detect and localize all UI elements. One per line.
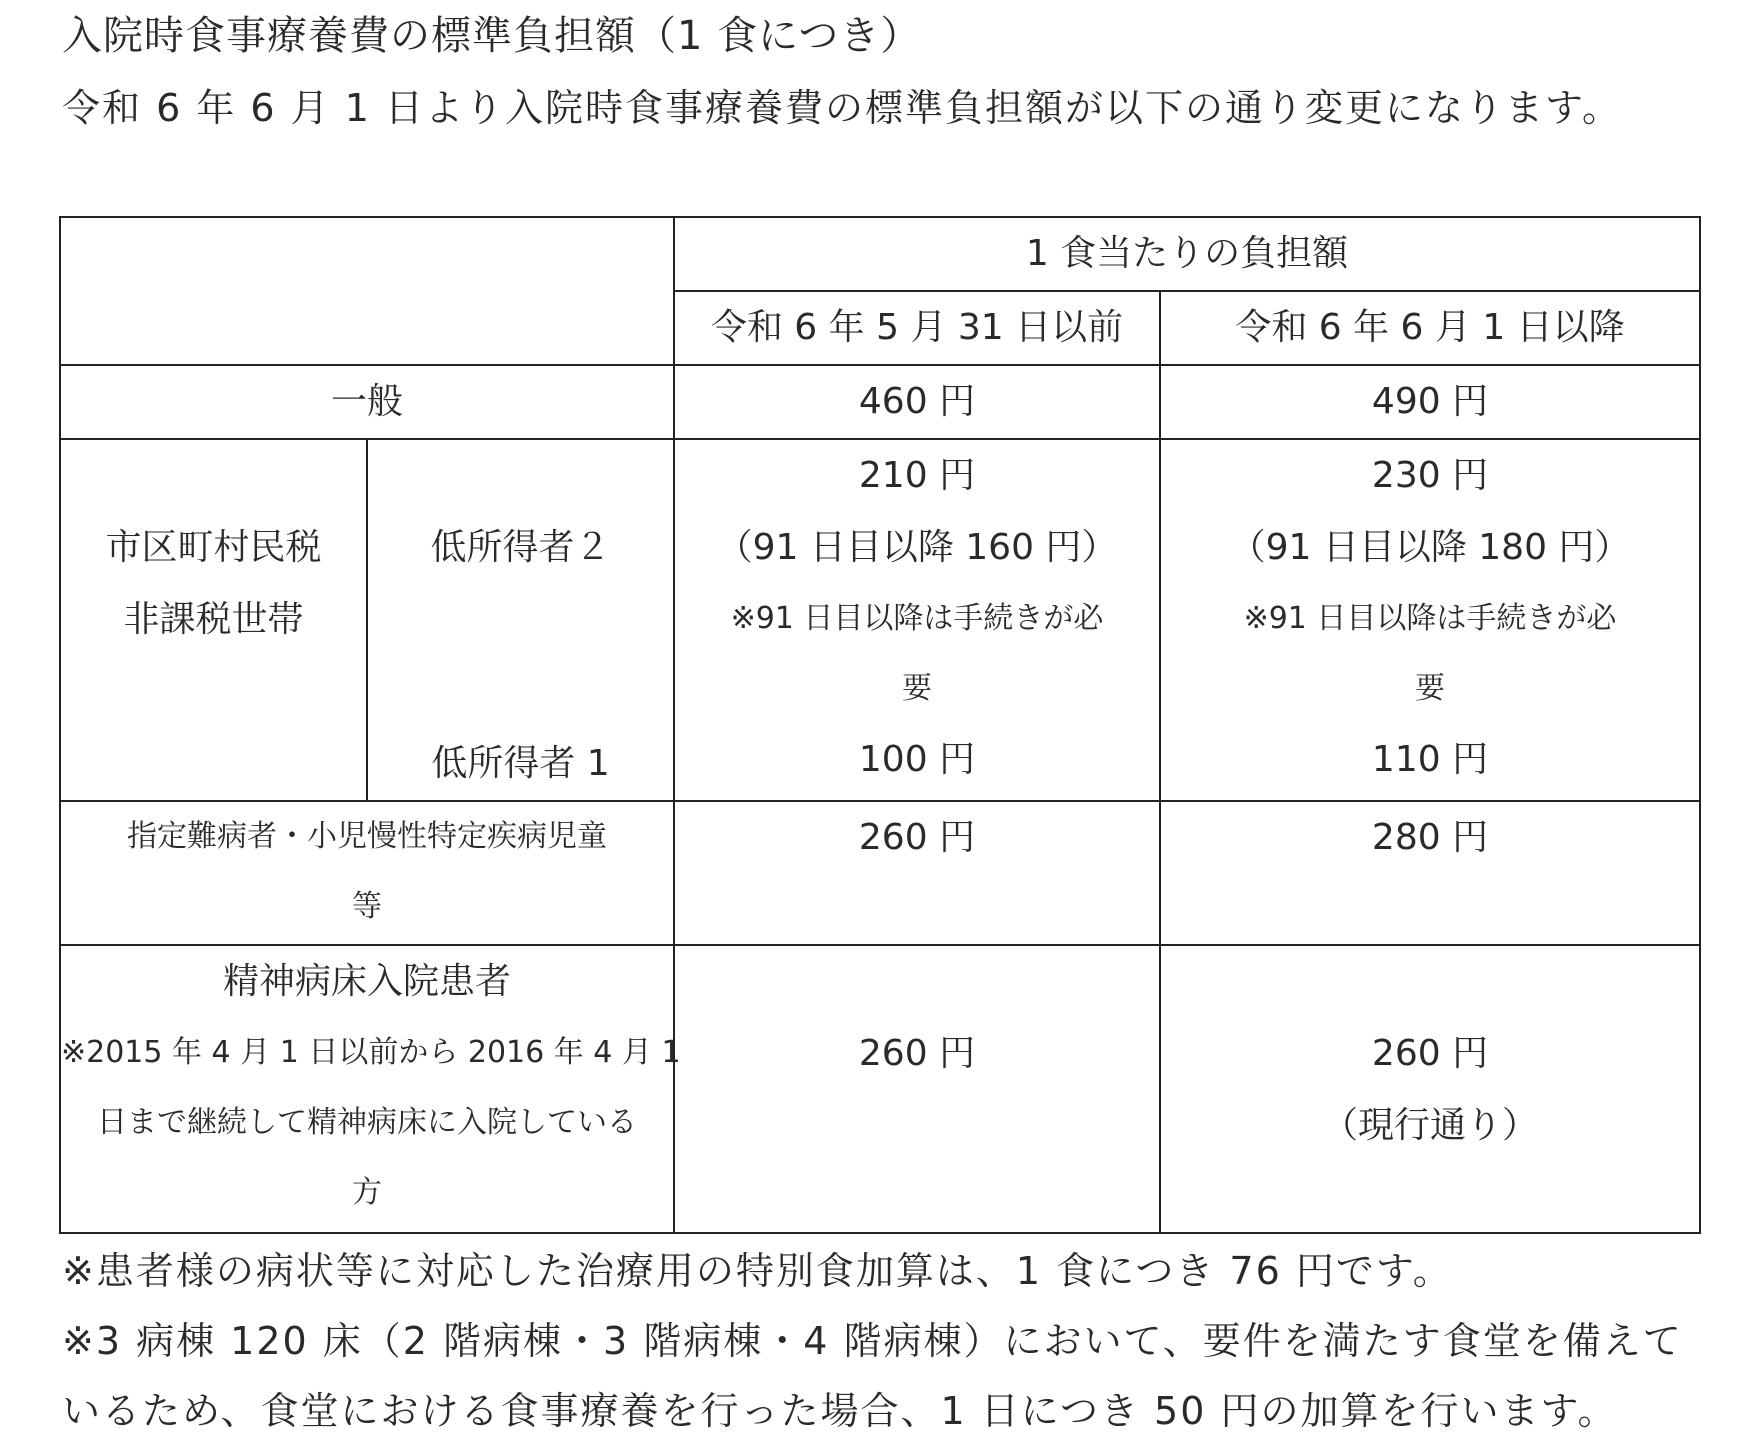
table-row-general bbox=[60, 365, 1700, 439]
psychiatric-label-cell bbox=[60, 945, 681, 1233]
intractable-label-cell bbox=[60, 801, 674, 945]
low2-after-note-line2: 要 bbox=[1415, 671, 1445, 706]
footnote-dining-line1: ※3 病棟 120 床（2 階病棟・3 階病棟・4 階病棟）において、要件を満たす食堂を備えて bbox=[62, 1319, 1683, 1363]
low-income-1-label: 低所得者 1 bbox=[431, 743, 610, 784]
page-title: 入院時食事療養費の標準負担額（1 食につき） bbox=[62, 13, 922, 59]
psychiatric-after-sub: （現行通り） bbox=[1322, 1105, 1539, 1146]
nontaxable-after-cell bbox=[1160, 439, 1700, 801]
header-empty-cell bbox=[60, 217, 674, 365]
low-income-2-label: 低所得者２ bbox=[430, 527, 611, 568]
psychiatric-note-line3: 方 bbox=[352, 1175, 382, 1210]
psychiatric-label: 精神病床入院患者 bbox=[222, 961, 511, 1002]
psychiatric-before-value: 260 円 bbox=[858, 1033, 976, 1074]
income-level-spacer-mid1 bbox=[368, 584, 673, 656]
low1-after-value: 110 円 bbox=[1371, 739, 1489, 780]
low2-after-sub: （91 日目以降 180 円） bbox=[1229, 527, 1631, 568]
income-level-spacer-mid2 bbox=[368, 656, 673, 728]
low1-before-value: 100 円 bbox=[858, 739, 976, 780]
income-level-spacer-top bbox=[368, 440, 673, 512]
low2-before-note-line1: ※91 日目以降は手続きが必 bbox=[730, 601, 1104, 636]
nontaxable-label-line1: 市区町村民税 bbox=[105, 527, 322, 568]
nontaxable-before-cell bbox=[674, 439, 1160, 801]
general-label: 一般 bbox=[60, 365, 674, 439]
nontaxable-label-cell bbox=[60, 439, 367, 801]
fee-table bbox=[59, 216, 1701, 1234]
nontaxable-label-spacer bbox=[61, 656, 366, 728]
table-row-nontaxable bbox=[60, 439, 1700, 801]
low2-before-note-line2: 要 bbox=[902, 671, 932, 706]
psychiatric-note-line2: 日まで継続して精神病床に入院している bbox=[97, 1105, 637, 1140]
psychiatric-before-spacer bbox=[675, 946, 1159, 1018]
table-row-header-group bbox=[60, 217, 1700, 291]
intractable-before-value: 260 円 bbox=[858, 817, 976, 858]
intractable-after bbox=[1160, 801, 1700, 945]
intro-text: 令和 6 年 6 月 1 日より入院時食事療養費の標準負担額が以下の通り変更になります。 bbox=[62, 86, 1622, 130]
intractable-label-line2: 等 bbox=[352, 889, 382, 924]
low2-after-value: 230 円 bbox=[1371, 455, 1489, 496]
header-group-cell: 1 食当たりの負担額 bbox=[674, 217, 1700, 291]
table-row-psychiatric bbox=[60, 945, 1700, 1233]
footnote-special-meal: ※患者様の病状等に対応した治療用の特別食加算は、1 食につき 76 円です。 bbox=[62, 1249, 1453, 1293]
psychiatric-after bbox=[1160, 945, 1700, 1233]
psychiatric-after-spacer bbox=[1161, 946, 1699, 1018]
footnotes bbox=[62, 1236, 1702, 1446]
psychiatric-note-line1: ※2015 年 4 月 1 日以前から 2016 年 4 月 1 bbox=[61, 1035, 681, 1070]
header-after-cell: 令和 6 年 6 月 1 日以降 bbox=[1160, 291, 1700, 365]
income-level-cell bbox=[367, 439, 674, 801]
psychiatric-after-value: 260 円 bbox=[1371, 1033, 1489, 1074]
intractable-before bbox=[674, 801, 1160, 945]
low2-before-value: 210 円 bbox=[858, 455, 976, 496]
footnote-dining-line2: いるため、食堂における食事療養を行った場合、1 日につき 50 円の加算を行います。 bbox=[62, 1389, 1618, 1433]
low2-before-sub: （91 日目以降 160 円） bbox=[716, 527, 1118, 568]
header-before-cell: 令和 6 年 5 月 31 日以前 bbox=[674, 291, 1160, 365]
nontaxable-label-line2: 非課税世帯 bbox=[123, 599, 304, 640]
general-before: 460 円 bbox=[674, 365, 1160, 439]
table-row-intractable bbox=[60, 801, 1700, 945]
intractable-label-line1: 指定難病者・小児慢性特定疾病児童 bbox=[127, 819, 607, 854]
low2-after-note-line1: ※91 日目以降は手続きが必 bbox=[1243, 601, 1617, 636]
psychiatric-before bbox=[674, 945, 1160, 1233]
general-after: 490 円 bbox=[1160, 365, 1700, 439]
intractable-after-value: 280 円 bbox=[1371, 817, 1489, 858]
